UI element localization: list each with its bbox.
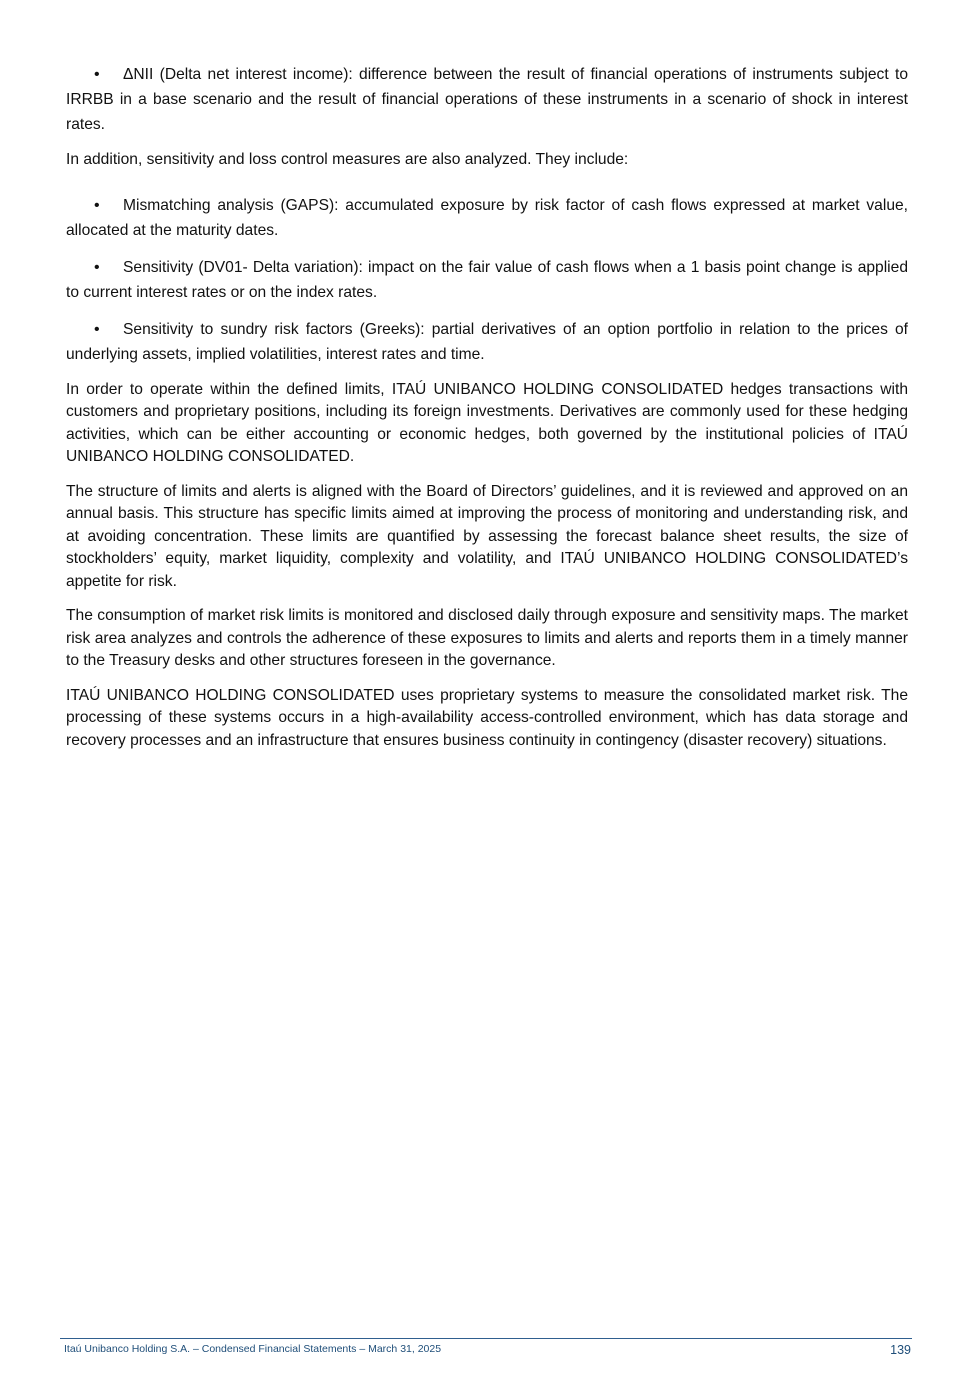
- bullet-greeks: [66, 317, 908, 367]
- bullet-icon: •: [94, 66, 100, 83]
- bullet-icon: •: [94, 196, 100, 214]
- bullet-icon: •: [94, 258, 100, 276]
- bullet-text: Sensitivity to sundry risk factors (Greeks): partial derivatives of an option portfolio in relation to the prices of underlying assets, implied volatilities, interest rates and time.: [66, 320, 908, 363]
- bullet-delta-nii: [66, 62, 908, 137]
- bullet-text: Mismatching analysis (GAPS): accumulated exposure by risk factor of cash flows expressed at market value, allocated at the maturity dates.: [66, 196, 908, 239]
- document-body: [66, 62, 908, 764]
- footer-divider: [60, 1338, 912, 1339]
- bullet-dv01: [66, 255, 908, 305]
- paragraph-limit-consumption: The consumption of market risk limits is monitored and disclosed daily through exposure and sensitivity maps. The market risk area analyzes and controls the adherence of these exposures to limits and alerts and reports them in a timely manner to the Treasury desks and other structures foreseen in the governance.: [66, 607, 908, 669]
- paragraph-hedging: In order to operate within the defined limits, ITAÚ UNIBANCO HOLDING CONSOLIDATED hedges transactions with customers and proprietary positions, including its foreign investments. Derivatives are commonly used for these hedging activities, which can be either accounting or economic hedges, both governed by the institutional policies of ITAÚ UNIBANCO HOLDING CONSOLIDATED.: [66, 380, 908, 465]
- bullet-mismatching: [66, 193, 908, 243]
- bullet-icon: •: [94, 320, 100, 338]
- page-number: 139: [890, 1343, 911, 1357]
- intro-paragraph: In addition, sensitivity and loss control measures are also analyzed. They include:: [66, 151, 629, 168]
- paragraph-limits-structure: The structure of limits and alerts is aligned with the Board of Directors’ guidelines, and it is reviewed and approved on an annual basis. This structure has specific limits aimed at improving the process of monitoring and understanding risk, and at avoiding concentration. These limits are quantified by assessing the forecast balance sheet results, the size of stockholders’ equity, market liquidity, complexity and volatility, and ITAÚ UNIBANCO HOLDING CONSOLIDATED’s appetite for risk.: [66, 482, 908, 590]
- footer-title: Itaú Unibanco Holding S.A. – Condensed Financial Statements – March 31, 2025: [64, 1343, 442, 1355]
- bullet-text: Sensitivity (DV01- Delta variation): impact on the fair value of cash flows when a 1 basis point change is applied to current interest rates or on the index rates.: [66, 258, 908, 301]
- bullet-text: ΔNII (Delta net interest income): difference between the result of financial operations of instruments subject to IRRBB in a base scenario and the result of financial operations of these instruments in a scenario of shock in interest rates.: [66, 66, 908, 133]
- paragraph-proprietary-systems: ITAÚ UNIBANCO HOLDING CONSOLIDATED uses proprietary systems to measure the consolidated market risk. The processing of these systems occurs in a high-availability access-controlled environment, which has data storage and recovery processes and an infrastructure that ensures business continuity in contingency (disaster recovery) situations.: [66, 686, 908, 749]
